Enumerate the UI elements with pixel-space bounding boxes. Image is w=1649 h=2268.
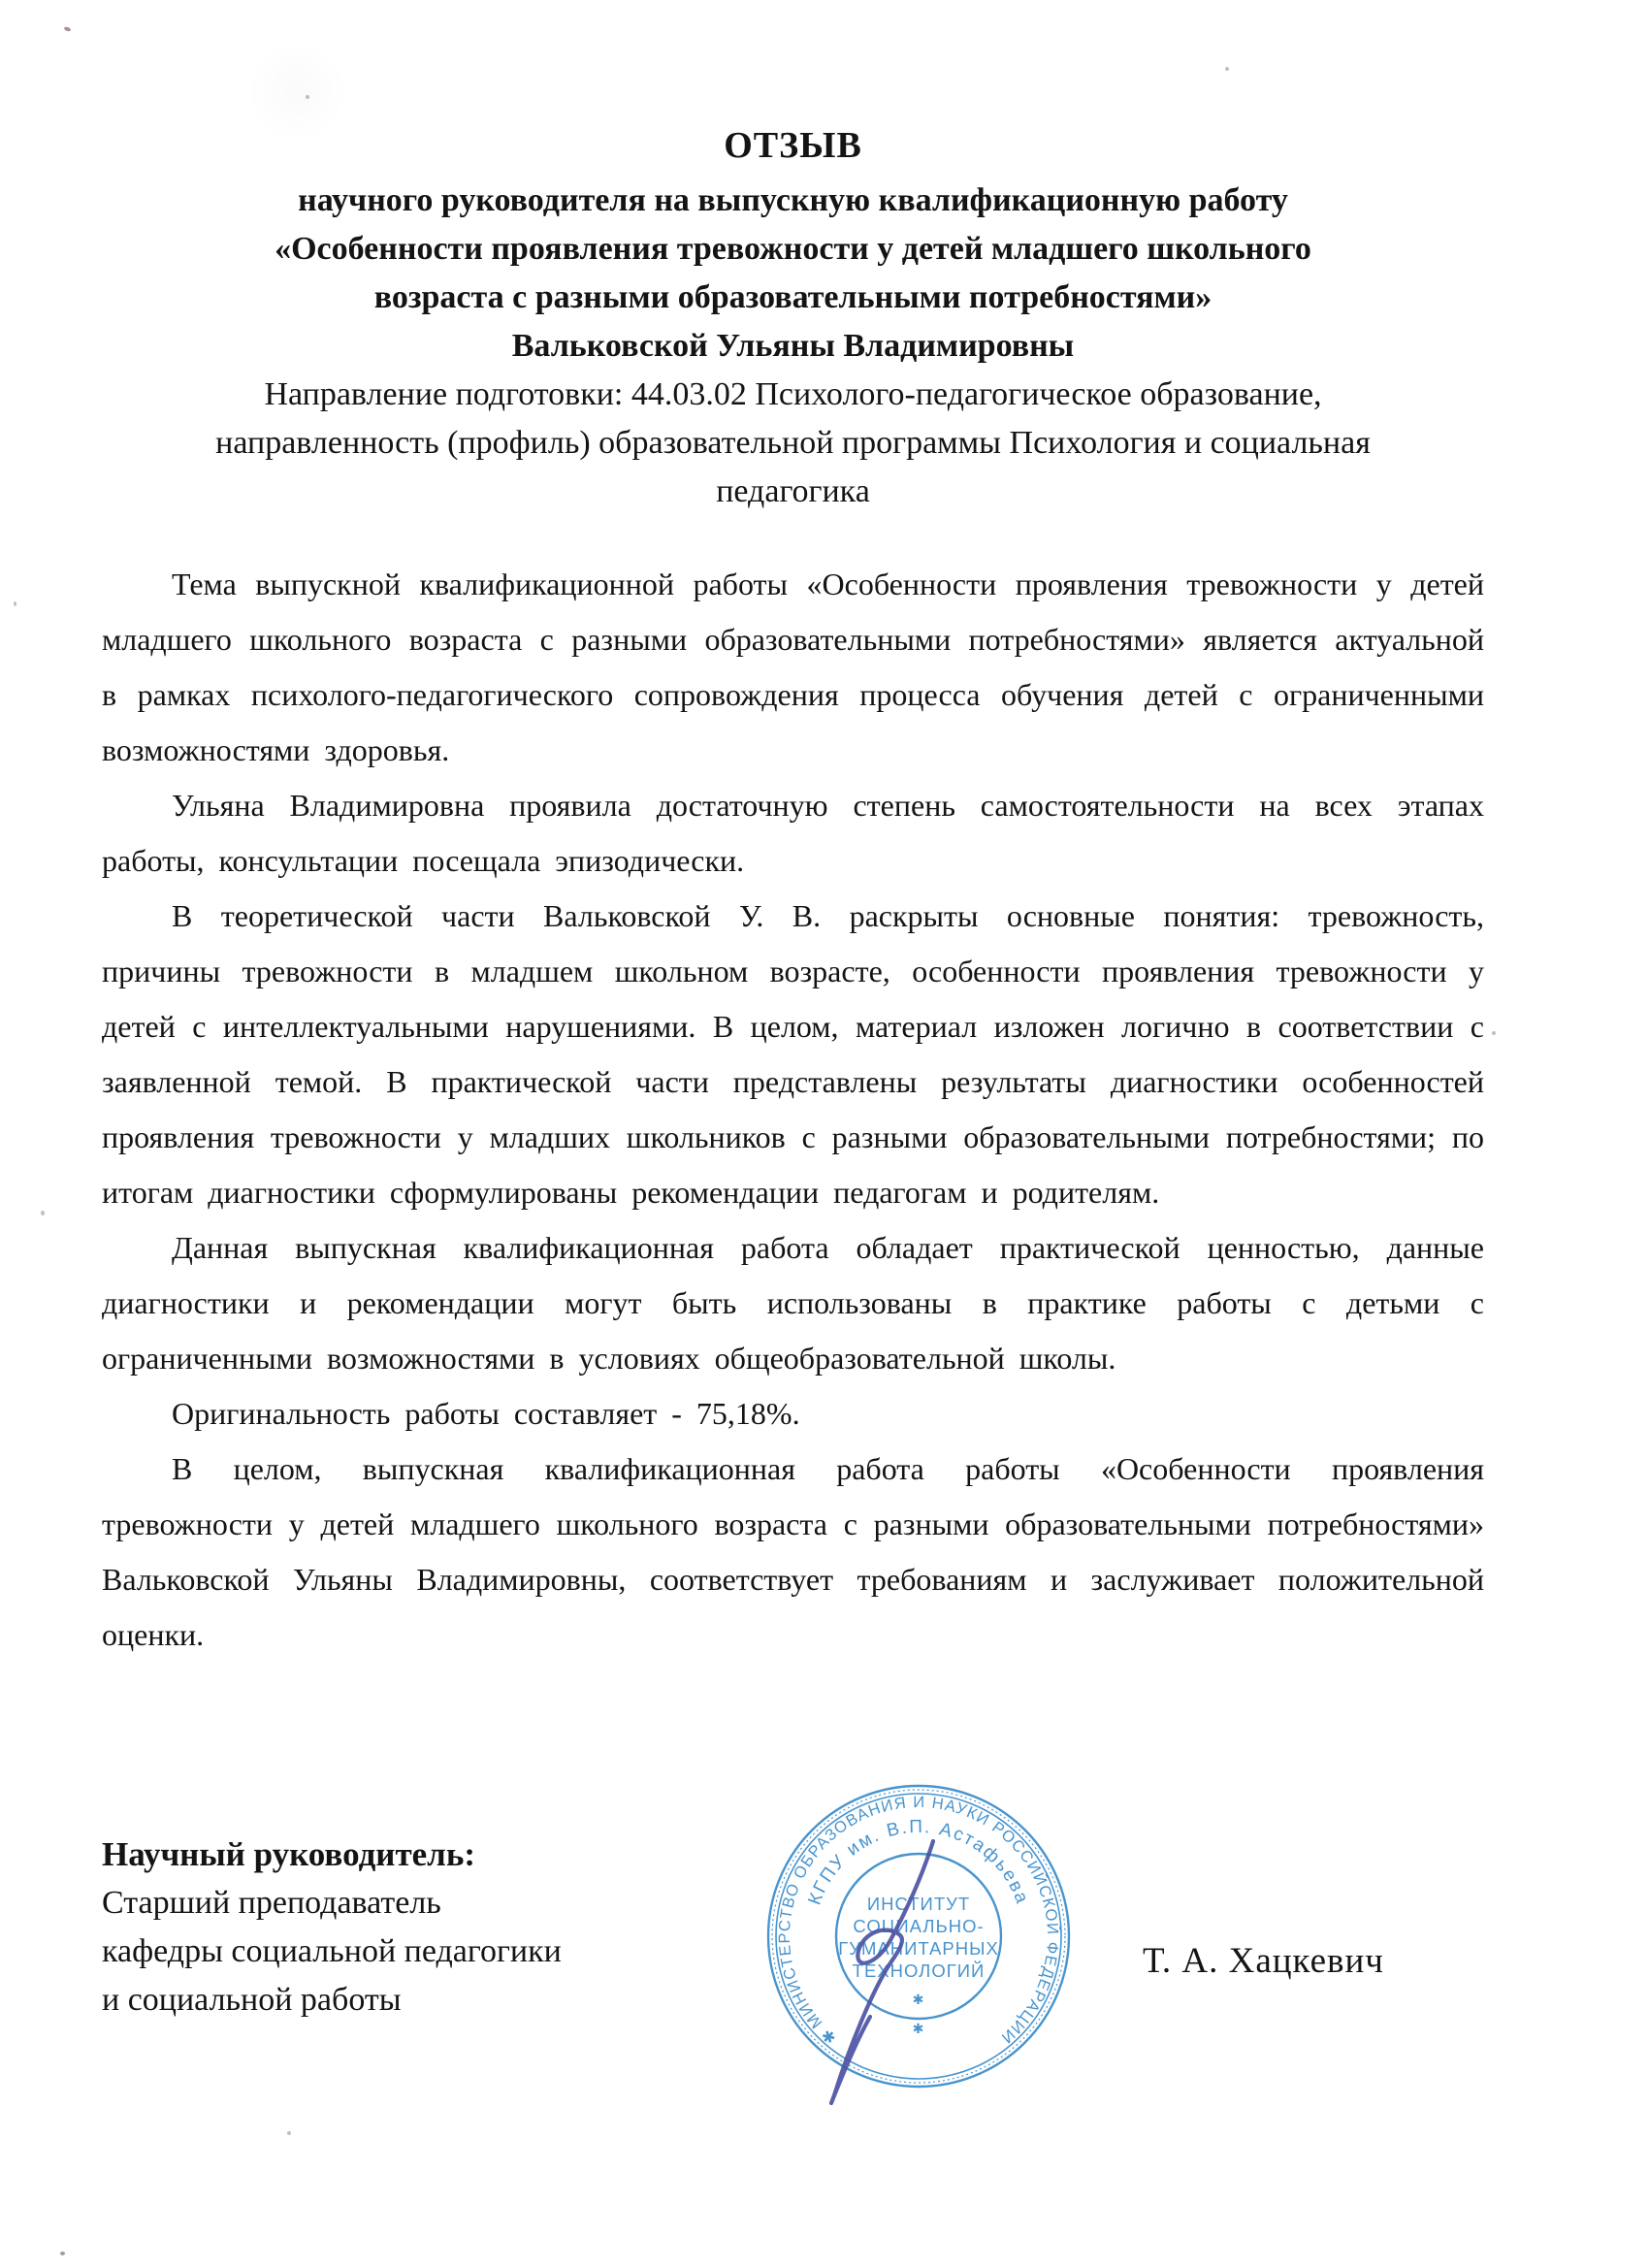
subtitle-line: научного руководителя на выпускную квалификационную работу <box>298 182 1288 218</box>
supervisor-position-line: и социальной работы <box>102 1982 402 2018</box>
program-line: педагогика <box>716 473 870 509</box>
stamp-institute-line: ТЕХНОЛОГИЙ <box>852 1960 986 1981</box>
scan-artifact <box>306 95 309 99</box>
body-paragraph: Данная выпускная квалификационная работа обладает практической ценностью, данные диагностики и рекомендации могут быть использованы в практике работы с детьми с ограниченными возможностями в условиях общеобразовательной школы. <box>102 1230 1484 1376</box>
scan-artifact <box>14 601 16 606</box>
document-title: ОТЗЫВ <box>724 125 862 166</box>
subtitle-line: «Особенности проявления тревожности у детей младшего школьного <box>275 231 1311 267</box>
scan-artifact <box>1492 1031 1496 1035</box>
scan-artifact <box>64 26 72 32</box>
body-paragraph: Тема выпускной квалификационной работы «Особенности проявления тревожности у детей младшего школьного возраста с разными образовательными потребностями» является актуальной в рамках психолого-педагогического сопровождения процесса обучения детей с ограниченными возможностями здоровья. <box>102 567 1484 767</box>
stamp-institute-line: ИНСТИТУТ <box>866 1894 971 1914</box>
institution-stamp <box>759 1779 1088 2167</box>
supervisor-heading: Научный руководитель: <box>102 1835 475 1873</box>
subtitle-line: Вальковской Ульяны Владимировны <box>511 328 1075 364</box>
scan-artifact <box>1225 67 1229 71</box>
stamp-university-ring-text: КГПУ им. В.П. Астафьева <box>804 1816 1033 1908</box>
body-paragraph: В теоретической части Вальковской У. В. раскрыты основные понятия: тревожность, причины тревожности в младшем школьном возрасте, особенности проявления тревожности у детей с интеллектуальными нарушениями. В целом, материал изложен логично в соответствии с заявленной темой. В практической части представлены результаты диагностики особенностей проявления тревожности у младших школьников с разными образовательными потребностями; по итогам диагностики сформулированы рекомендации педагогам и родителям. <box>102 898 1484 1210</box>
program-line: Направление подготовки: 44.03.02 Психолого-педагогическое образование, <box>264 376 1322 412</box>
supervisor-position-line: Старший преподаватель <box>102 1885 441 1921</box>
review-body <box>102 557 1484 1663</box>
program-line: направленность (профиль) образовательной программы Психология и социальная <box>215 425 1371 461</box>
signature-section <box>0 1777 1649 2262</box>
subtitle-line: возраста с разными образовательными потребностями» <box>373 279 1212 315</box>
scan-artifact <box>41 1211 45 1215</box>
stamp-outer-ring-text: ✱ МИНИСТЕРСТВО ОБРАЗОВАНИЯ И НАУКИ РОССИЙСКОЙ ФЕДЕРАЦИИ <box>775 1793 1062 2048</box>
supervisor-block <box>102 1831 562 2025</box>
body-paragraph: Ульяна Владимировна проявила достаточную степень самостоятельности на всех этапах работы, консультации посещала эпизодически. <box>102 788 1484 878</box>
stamp-institute-line: СОЦИАЛЬНО- <box>853 1916 985 1936</box>
body-paragraph: Оригинальность работы составляет - 75,18%. <box>172 1396 800 1431</box>
stamp-center-star: ✱ <box>912 1992 925 2007</box>
supervisor-position-line: кафедры социальной педагогики <box>102 1933 562 1969</box>
stamp-ring-star: ✱ <box>912 2021 925 2036</box>
body-paragraph: В целом, выпускная квалификационная работа работы «Особенности проявления тревожности у детей младшего школьного возраста с разными образовательными потребностями» Вальковской Ульяны Владимировны, соответствует требованиям и заслуживает положительной оценки. <box>102 1451 1484 1652</box>
supervisor-name: Т. А. Хацкевич <box>1143 1941 1384 1981</box>
stamp-institute-line: ГУМАНИТАРНЫХ <box>838 1938 999 1959</box>
